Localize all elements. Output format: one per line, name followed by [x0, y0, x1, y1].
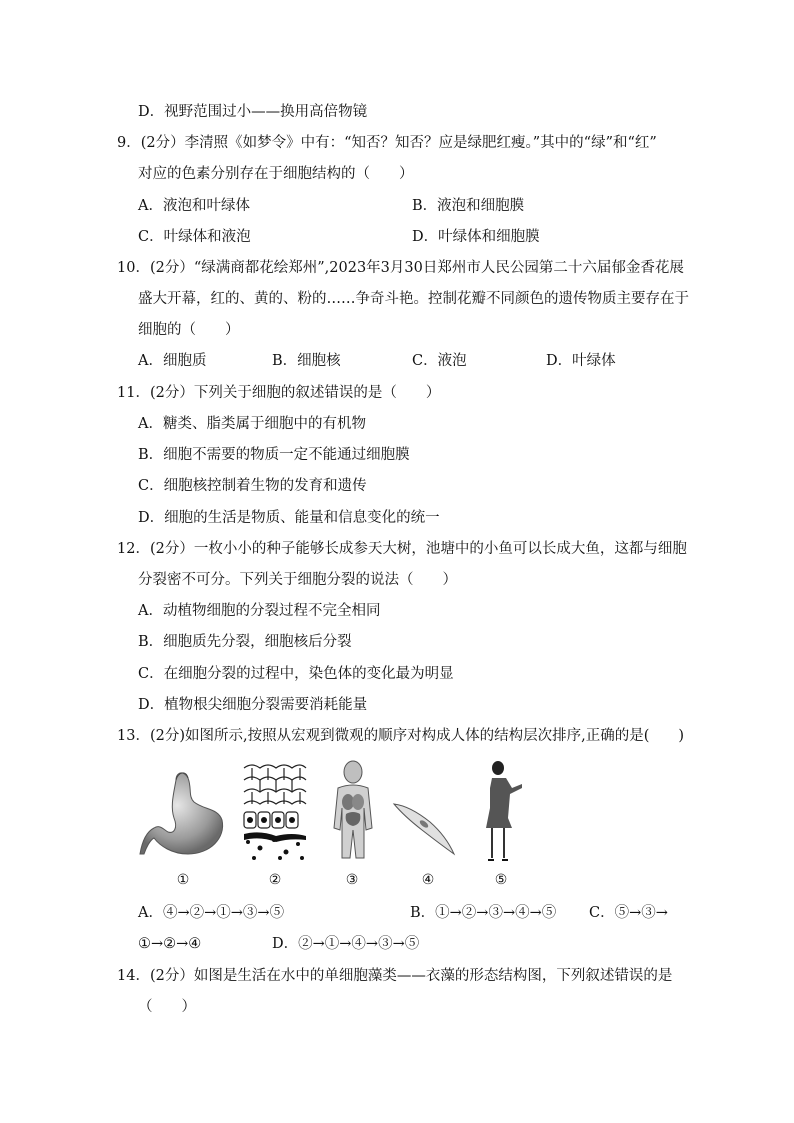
q13-option-d: D．②→①→④→③→⑤	[272, 936, 420, 952]
q12-option-a: A．动植物细胞的分裂过程不完全相同	[138, 603, 381, 619]
q10-option-b: B．细胞核	[272, 353, 341, 369]
q9-stem-cont: 对应的色素分别存在于细胞结构的（ ）	[138, 166, 414, 182]
q10-option-c: C．液泡	[412, 353, 467, 369]
q12-option-d: D．植物根尖细胞分裂需要消耗能量	[138, 697, 368, 713]
q10-stem-cont2: 细胞的（ ）	[138, 322, 240, 338]
q11-option-a: A．糖类、脂类属于细胞中的有机物	[138, 416, 366, 432]
q9-option-b: B．液泡和细胞膜	[412, 198, 525, 214]
figure-label-3: ③	[345, 872, 359, 888]
q12-option-c: C．在细胞分裂的过程中，染色体的变化最为明显	[138, 666, 454, 682]
q9-option-c: C．叶绿体和液泡	[138, 229, 251, 245]
q13-option-c-cont: ①→②→④	[138, 936, 202, 952]
q8-option-d: D．视野范围过小——换用高倍物镜	[138, 104, 368, 120]
q9-stem: 9．(2分）李清照《如梦令》中有：“知否？知否？应是绿肥红瘦。”其中的“绿”和“红”	[117, 135, 657, 151]
q11-option-c: C．细胞核控制着生物的发育和遗传	[138, 478, 367, 494]
q14-stem-cont: （ ）	[138, 999, 196, 1015]
q13-stem: 13．(2分)如图所示,按照从宏观到微观的顺序对构成人体的结构层次排序,正确的是( )	[117, 728, 685, 744]
figure-label-1: ①	[176, 872, 190, 888]
q10-stem: 10．(2分）“绿满商都花绘郑州”,2023年3月30日郑州市人民公园第二十六届郁金香花展	[117, 260, 684, 276]
q12-option-b: B．细胞质先分裂，细胞核后分裂	[138, 634, 352, 650]
tissue-cells-image	[240, 758, 310, 868]
figure-label-2: ②	[268, 872, 282, 888]
q10-option-d: D．叶绿体	[546, 353, 616, 369]
q12-stem: 12．(2分）一枚小小的种子能够长成参天大树，池塘中的小鱼可以长成大鱼，这都与细胞	[117, 541, 687, 557]
stomach-organ-image	[138, 758, 228, 868]
q9-option-a: A．液泡和叶绿体	[138, 198, 250, 214]
q13-option-b: B．①→②→③→④→⑤	[410, 905, 557, 921]
q10-stem-cont1: 盛大开幕，红的、黄的、粉的……争奇斗艳。控制花瓣不同颜色的遗传物质主要存在于	[138, 291, 689, 307]
q11-option-d: D．细胞的生活是物质、能量和信息变化的统一	[138, 510, 440, 526]
q13-option-a: A．④→②→①→③→⑤	[138, 905, 285, 921]
q11-option-b: B．细胞不需要的物质一定不能通过细胞膜	[138, 447, 410, 463]
q13-option-c: C．⑤→③→	[589, 905, 668, 921]
q9-option-d: D．叶绿体和细胞膜	[412, 229, 540, 245]
human-organ-system-image	[330, 758, 376, 868]
human-body-image	[478, 758, 522, 868]
muscle-cell-image	[390, 758, 460, 868]
q11-stem: 11．(2分）下列关于细胞的叙述错误的是（ ）	[117, 385, 441, 401]
q12-stem-cont: 分裂密不可分。下列关于细胞分裂的说法（ ）	[138, 572, 457, 588]
figure-label-5: ⑤	[494, 872, 508, 888]
q10-option-a: A．细胞质	[138, 353, 207, 369]
q14-stem: 14．(2分）如图是生活在水中的单细胞藻类——衣藻的形态结构图，下列叙述错误的是	[117, 968, 673, 984]
figure-label-4: ④	[421, 872, 435, 888]
